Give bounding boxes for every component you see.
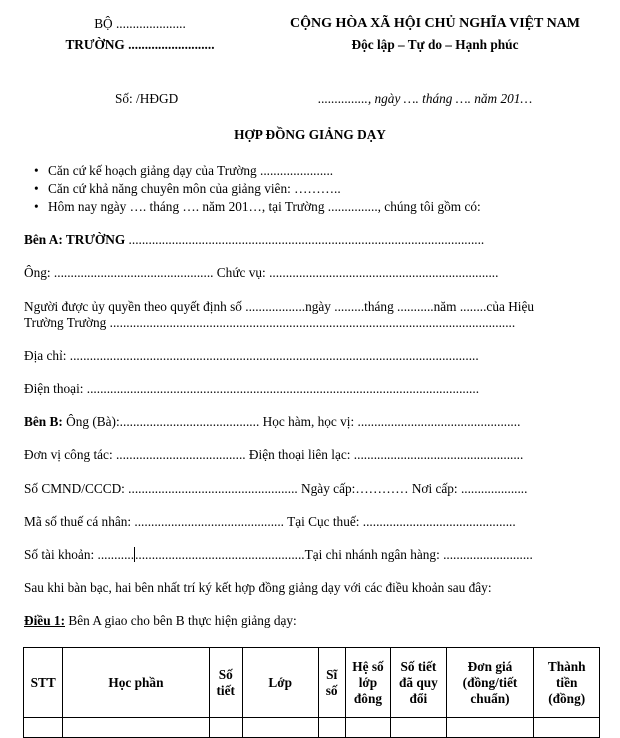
party-a-authorized-1: Người được ủy quyền theo quyết định số ..................ngày .........tháng ...........năm ........của Hiệu (24, 299, 535, 314)
col-unit-price: Đơn giá (đồng/tiết chuẩn) (446, 648, 534, 718)
teaching-table (23, 647, 600, 738)
bullet-item: • Căn cứ kế hoạch giảng dạy của Trường ...................... (48, 163, 333, 179)
article-1 (24, 613, 297, 629)
party-b-workplace: Đơn vị công tác: ....................................... Điện thoại liên lạc: ................................................... (24, 447, 524, 462)
party-b-account (24, 547, 533, 563)
party-b-line (24, 414, 520, 430)
contract-number: Số: /HĐGD (115, 91, 179, 106)
col-converted: Số tiết đã quy đổi (391, 648, 446, 718)
contract-date: ..............., ngày …. tháng …. năm 201… (318, 91, 533, 106)
article-1-text: Bên A giao cho bên B thực hiện giảng dạy: (65, 613, 297, 628)
party-a-dots: ........................................................................................................... (125, 232, 485, 247)
national-motto: Độc lập – Tự do – Hạnh phúc (351, 37, 519, 52)
table-row (24, 718, 600, 738)
party-a-address: Địa chỉ: ........................................................................................................................... (24, 348, 479, 363)
col-periods: Số tiết (209, 648, 242, 718)
account-rest: ...................................................Tại chi nhánh ngân hàng: ........................... (135, 547, 533, 562)
party-a-phone: Điện thoại: ...................................................................................................................... (24, 381, 480, 396)
article-1-label: Điều 1: (24, 613, 65, 628)
col-course: Học phần (63, 648, 209, 718)
col-class: Lớp (242, 648, 318, 718)
ministry-line: BỘ ..................... (94, 16, 186, 31)
col-size: Sĩ số (318, 648, 345, 718)
col-stt: STT (24, 648, 63, 718)
party-a-line (24, 232, 484, 248)
table-header-row (24, 648, 600, 718)
national-title: CỘNG HÒA XÃ HỘI CHỦ NGHĨA VIỆT NAM (289, 16, 580, 31)
account-label: Số tài khoản: ........... (24, 547, 135, 562)
document-title: HỢP ĐỒNG GIẢNG DẠY (234, 127, 386, 142)
party-b-name-line: Ông (Bà):.......................................... Học hàm, học vị: ................................................. (62, 414, 521, 429)
bullet-item: • Căn cứ khả năng chuyên môn của giảng viên: ……….. (48, 181, 341, 197)
school-line: TRƯỜNG .......................... (65, 37, 215, 52)
bullet-item: • Hôm nay ngày …. tháng …. năm 201…, tại Trường ..............., chúng tôi gồm có: (48, 199, 481, 215)
party-a-authorized-2: Trường Trường .......................................................................................................................... (24, 315, 516, 330)
party-b-tax: Mã số thuế cá nhân: ............................................. Tại Cục thuế: .............................................. (24, 514, 516, 529)
col-coefficient: Hệ số lớp đông (345, 648, 390, 718)
party-a-representative: Ông: ................................................ Chức vụ: ..................................................................... (24, 265, 499, 280)
col-total: Thành tiền (đồng) (534, 648, 600, 718)
party-b-label: Bên B: (24, 414, 63, 429)
party-a-label: Bên A: TRƯỜNG (24, 232, 126, 247)
agreement-text: Sau khi bàn bạc, hai bên nhất trí ký kết hợp đồng giảng dạy với các điều khoản sau đây: (24, 580, 492, 595)
party-b-id: Số CMND/CCCD: ................................................... Ngày cấp:………… Nơi cấp: .................... (24, 481, 528, 496)
